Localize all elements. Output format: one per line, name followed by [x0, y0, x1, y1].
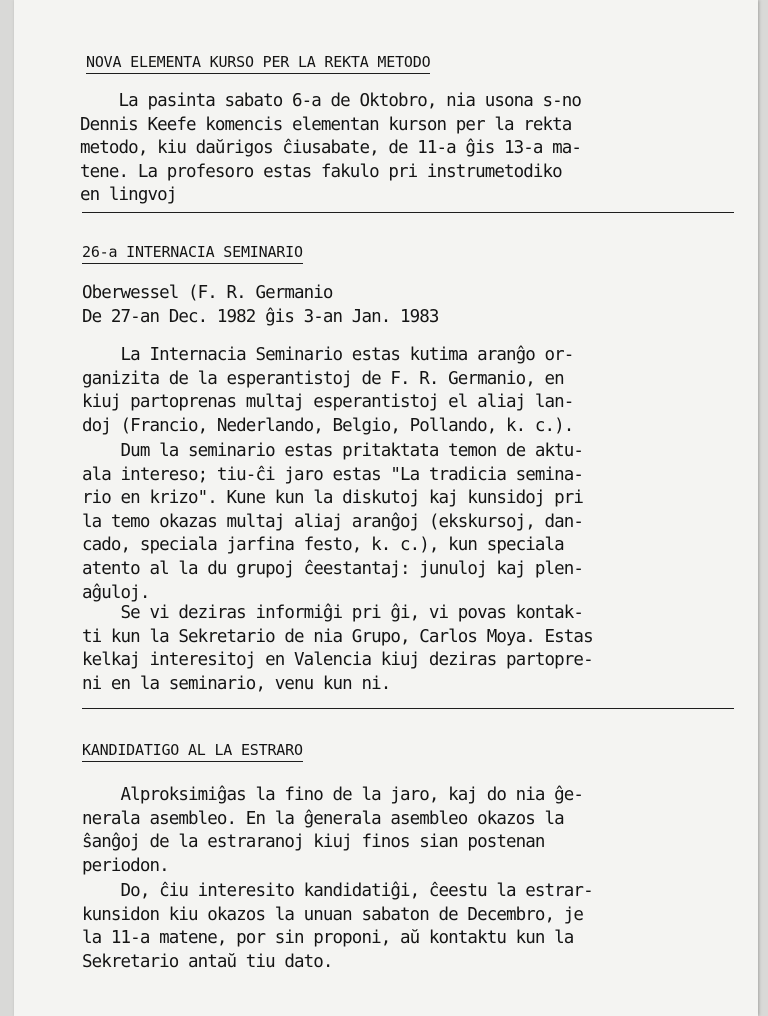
- paragraph-seminario-1: La Internacia Seminario estas kutima aranĝo or- ganizita de la esperantistoj de F. R. Germanio, en kiuj partoprenas multaj esperantistoj el aliaj lan- doj (Francio, Nederlando, Belgio, Pollando, k. c.).: [82, 345, 574, 436]
- separator-rule-1: [82, 212, 734, 213]
- paragraph-estraro-1: Alproksimiĝas la fino de la jaro, kaj do nia ĝe- nerala asembleo. En la ĝenerala asembleo okazos la ŝanĝoj de la estraranoj kiuj finos sian postenan periodon.: [82, 785, 584, 876]
- heading-kurso-underline: [86, 73, 430, 74]
- heading-estraro-text: KANDIDATIGO AL LA ESTRARO: [82, 741, 303, 759]
- heading-estraro: [82, 740, 303, 762]
- paragraph-seminario-3: Se vi deziras informiĝi pri ĝi, vi povas kontak- ti kun la Sekretario de nia Grupo, Carlos Moya. Estas kelkaj interesitoj en Valencia kiuj deziras partopre- ni en la seminario, venu kun ni.: [82, 603, 593, 694]
- paragraph-kurso: La pasinta sabato 6-a de Oktobro, nia usona s-no Dennis Keefe komencis elementan kurson per la rekta metodo, kiu daŭrigos ĉiusabate, de 11-a ĝis 13-a ma- tene. La profesoro estas fakulo pri instrumetodiko en lingvoj: [80, 91, 582, 206]
- separator-rule-2: [82, 708, 734, 709]
- heading-seminario: [82, 242, 303, 264]
- paragraph-seminario-2: Dum la seminario estas pritaktata temon de aktu- ala intereso; tiu-ĉi jaro estas "La tradicia semina- rio en krizo". Kune kun la diskutoj kaj kunsidoj pri la temo okazas multaj aliaj aranĝoj (ekskursoj, dan- cado, speciala jarfina festo, k. c.), kun speciala atento al la du grupoj ĉeestantaj: junuloj kaj plen- aĝuloj.: [82, 441, 584, 603]
- paragraph-estraro-2: Do, ĉiu interesito kandidatiĝi, ĉeestu la estrar- kunsidon kiu okazos la unuan sabaton de Decembro, je la 11-a matene, por sin proponi, aŭ kontaktu kun la Sekretario antaŭ tiu dato.: [82, 881, 593, 972]
- heading-seminario-text: 26-a INTERNACIA SEMINARIO: [82, 243, 303, 261]
- heading-estraro-underline: [82, 761, 303, 762]
- heading-seminario-underline: [82, 263, 303, 264]
- document-page: [14, 0, 758, 1016]
- heading-kurso: [86, 52, 430, 74]
- seminario-location-dates: Oberwessel (F. R. Germanio De 27-an Dec. 1982 ĝis 3-an Jan. 1983: [82, 283, 439, 327]
- heading-kurso-text: NOVA ELEMENTA KURSO PER LA REKTA METODO: [86, 53, 431, 71]
